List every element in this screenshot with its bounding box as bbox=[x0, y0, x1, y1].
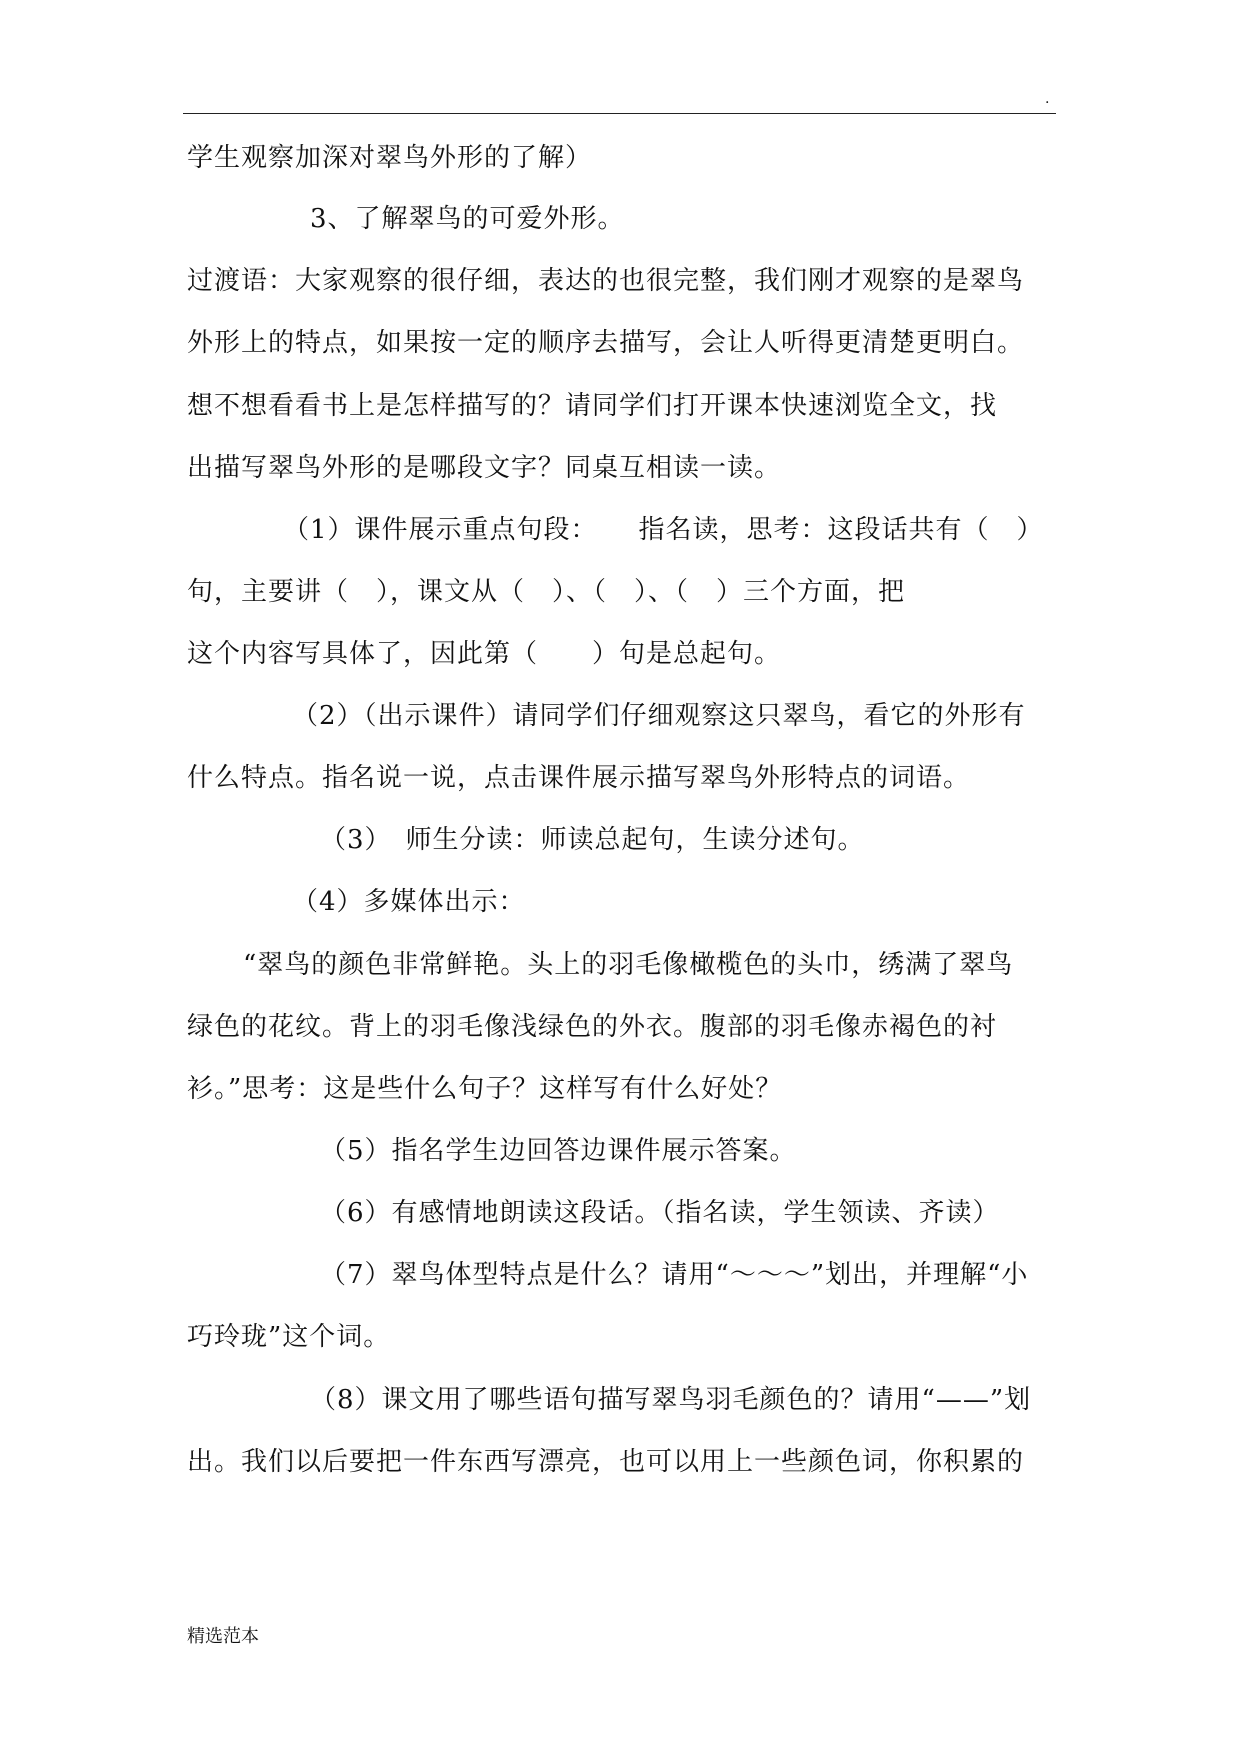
paragraph-line: 这个内容写具体了，因此第（ ）句是总起句。 bbox=[187, 639, 782, 669]
paragraph-line: 巧玲珑”这个词。 bbox=[187, 1322, 391, 1352]
paragraph-line: 衫。”思考：这是些什么句子？这样写有什么好处？ bbox=[187, 1074, 783, 1104]
paragraph-line: （8）课文用了哪些语句描写翠鸟羽毛颜色的？请用“——”划 bbox=[310, 1385, 1032, 1415]
paragraph-line: 出。我们以后要把一件东西写漂亮，也可以用上一些颜色词，你积累的 bbox=[187, 1447, 1025, 1477]
paragraph-line: （5）指名学生边回答边课件展示答案。 bbox=[320, 1136, 797, 1166]
paragraph-line: （1）课件展示重点句段： 指名读，思考：这段话共有（ ） bbox=[283, 515, 1044, 545]
footer-label: 精选范本 bbox=[187, 1626, 259, 1647]
paragraph-line: （3） 师生分读：师读总起句，生读分述句。 bbox=[320, 825, 865, 855]
paragraph-line: 什么特点。指名说一说，点击课件展示描写翠鸟外形特点的词语。 bbox=[187, 763, 971, 793]
paragraph-line: （2）（出示课件）请同学们仔细观察这只翠鸟，看它的外形有 bbox=[292, 701, 1026, 731]
header-mark: . bbox=[1045, 91, 1050, 107]
paragraph-line: （7）翠鸟体型特点是什么？请用“～～～”划出，并理解“小 bbox=[320, 1260, 1029, 1290]
section-heading: 3、了解翠鸟的可爱外形。 bbox=[310, 204, 625, 234]
paragraph-line: 句，主要讲（ ），课文从（ ）、（ ）、（ ）三个方面，把 bbox=[187, 577, 906, 607]
paragraph-line: 想不想看看书上是怎样描写的？请同学们打开课本快速浏览全文，找 bbox=[187, 391, 998, 421]
paragraph-line: （4）多媒体出示： bbox=[292, 887, 526, 917]
header-rule bbox=[183, 113, 1056, 114]
paragraph-line: 过渡语：大家观察的很仔细，表达的也很完整，我们刚才观察的是翠鸟 bbox=[187, 266, 1025, 296]
paragraph-line: （6）有感情地朗读这段话。（指名读，学生领读、齐读） bbox=[320, 1198, 1000, 1228]
paragraph-line: “翠鸟的颜色非常鲜艳。头上的羽毛像橄榄色的头巾，绣满了翠鸟 bbox=[243, 950, 1014, 980]
paragraph-line: 出描写翠鸟外形的是哪段文字？同桌互相读一读。 bbox=[187, 453, 782, 483]
paragraph-line: 外形上的特点，如果按一定的顺序去描写，会让人听得更清楚更明白。 bbox=[187, 328, 1025, 358]
paragraph-line: 绿色的花纹。背上的羽毛像浅绿色的外衣。腹部的羽毛像赤褐色的衬 bbox=[187, 1012, 998, 1042]
paragraph-line: 学生观察加深对翠鸟外形的了解） bbox=[187, 143, 593, 173]
